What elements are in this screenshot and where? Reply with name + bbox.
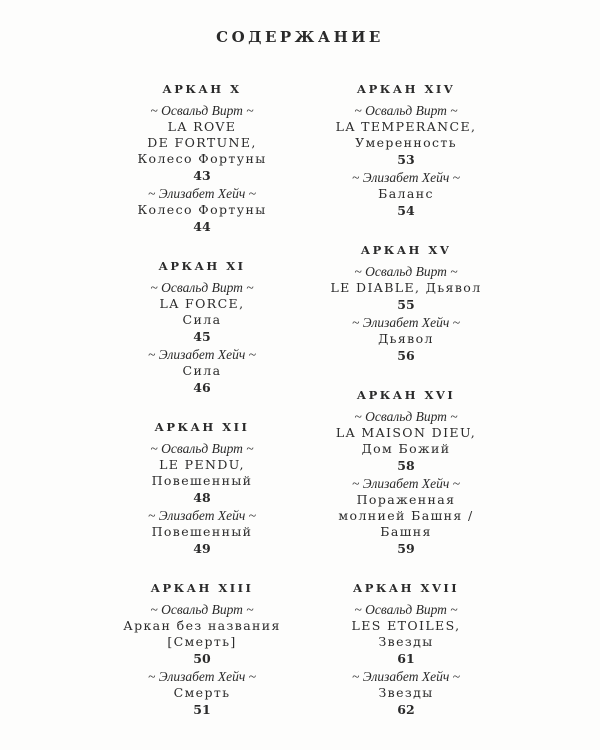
- arcana-heading: АРКАН XVI: [356, 388, 456, 402]
- arcana-heading: АРКАН XIV: [356, 82, 456, 96]
- toc-entry: [296, 602, 516, 667]
- arcana-section: [296, 388, 516, 557]
- entry-title-line: молнией Башня /: [338, 508, 474, 523]
- toc-entry: [296, 669, 516, 718]
- entry-title-line: LE PENDU,: [159, 457, 245, 472]
- entry-title-line: Колесо Фортуны: [137, 202, 267, 217]
- entry-title-line: Сила: [182, 363, 222, 378]
- entry-author: ~ Освальд Вирт ~: [150, 441, 254, 456]
- entry-title-line: Аркан без названия: [123, 618, 281, 633]
- entry-author: ~ Элизабет Хейч ~: [352, 476, 460, 491]
- toc-entry: [92, 602, 312, 667]
- entry-page-number: 58: [397, 458, 415, 473]
- arcana-section: [296, 82, 516, 219]
- entry-title-line: DE FORTUNE,: [147, 135, 257, 150]
- entry-page-number: 54: [397, 203, 415, 218]
- arcana-section: [92, 259, 312, 396]
- entry-title-line: LES ETOILES,: [351, 618, 461, 633]
- entry-title-line: LA MAISON DIEU,: [335, 425, 477, 440]
- toc-entry: [296, 315, 516, 364]
- toc-entry: [296, 409, 516, 474]
- entry-page-number: 44: [193, 219, 211, 234]
- page-title: СОДЕРЖАНИЕ: [216, 28, 384, 46]
- entry-title-line: Звезды: [378, 685, 434, 700]
- entry-author: ~ Освальд Вирт ~: [150, 103, 254, 118]
- entry-title-line: LA ROVE: [167, 119, 237, 134]
- toc-entry: [296, 476, 516, 557]
- entry-author: ~ Освальд Вирт ~: [150, 280, 254, 295]
- entry-author: ~ Элизабет Хейч ~: [352, 315, 460, 330]
- arcana-heading: АРКАН XVII: [352, 581, 460, 595]
- toc-column-left: [92, 82, 312, 742]
- entry-page-number: 51: [193, 702, 211, 717]
- arcana-heading: АРКАН XII: [154, 420, 250, 434]
- entry-author: ~ Элизабет Хейч ~: [148, 508, 256, 523]
- toc-entry: [92, 103, 312, 184]
- entry-page-number: 45: [193, 329, 211, 344]
- entry-title-line: LE DIABLE, Дьявол: [330, 280, 482, 295]
- entry-author: ~ Элизабет Хейч ~: [352, 170, 460, 185]
- entry-author: ~ Элизабет Хейч ~: [148, 669, 256, 684]
- entry-title-line: Повешенный: [151, 473, 253, 488]
- arcana-section: [296, 581, 516, 718]
- entry-title-line: Повешенный: [151, 524, 253, 539]
- toc-entry: [92, 347, 312, 396]
- entry-title-line: [Смерть]: [167, 634, 237, 649]
- entry-author: ~ Элизабет Хейч ~: [148, 347, 256, 362]
- entry-title-line: Сила: [182, 312, 222, 327]
- arcana-section: [92, 420, 312, 557]
- entry-page-number: 49: [193, 541, 211, 556]
- entry-title-line: Пораженная: [356, 492, 456, 507]
- entry-author: ~ Элизабет Хейч ~: [352, 669, 460, 684]
- entry-page-number: 61: [397, 651, 415, 666]
- toc-entry: [296, 264, 516, 313]
- entry-page-number: 56: [397, 348, 415, 363]
- entry-title-line: Звезды: [378, 634, 434, 649]
- toc-entry: [92, 441, 312, 506]
- toc-entry: [92, 508, 312, 557]
- entry-page-number: 50: [193, 651, 211, 666]
- entry-title-line: Умеренность: [355, 135, 457, 150]
- entry-page-number: 62: [397, 702, 415, 717]
- entry-title-line: Баланс: [378, 186, 434, 201]
- arcana-heading: АРКАН XV: [360, 243, 452, 257]
- entry-title-line: LA TEMPERANCE,: [335, 119, 477, 134]
- entry-title-line: Башня: [380, 524, 432, 539]
- toc-column-right: [296, 82, 516, 742]
- entry-title-line: Колесо Фортуны: [137, 151, 267, 166]
- toc-entry: [296, 103, 516, 168]
- entry-page-number: 46: [193, 380, 211, 395]
- entry-page-number: 59: [397, 541, 415, 556]
- entry-author: ~ Освальд Вирт ~: [354, 264, 458, 279]
- entry-title-line: Смерть: [173, 685, 231, 700]
- entry-title-line: Дьявол: [378, 331, 434, 346]
- entry-page-number: 48: [193, 490, 211, 505]
- entry-page-number: 55: [397, 297, 415, 312]
- entry-author: ~ Освальд Вирт ~: [150, 602, 254, 617]
- entry-page-number: 43: [193, 168, 211, 183]
- arcana-section: [92, 82, 312, 235]
- arcana-heading: АРКАН X: [162, 82, 242, 96]
- entry-author: ~ Освальд Вирт ~: [354, 409, 458, 424]
- toc-entry: [296, 170, 516, 219]
- toc-entry: [92, 280, 312, 345]
- arcana-section: [296, 243, 516, 364]
- entry-author: ~ Освальд Вирт ~: [354, 103, 458, 118]
- arcana-heading: АРКАН XI: [158, 259, 246, 273]
- toc-entry: [92, 186, 312, 235]
- entry-author: ~ Освальд Вирт ~: [354, 602, 458, 617]
- entry-title-line: LA FORCE,: [159, 296, 245, 311]
- toc-entry: [92, 669, 312, 718]
- arcana-section: [92, 581, 312, 718]
- entry-author: ~ Элизабет Хейч ~: [148, 186, 256, 201]
- arcana-heading: АРКАН XIII: [150, 581, 254, 595]
- entry-title-line: Дом Божий: [361, 441, 451, 456]
- entry-page-number: 53: [397, 152, 415, 167]
